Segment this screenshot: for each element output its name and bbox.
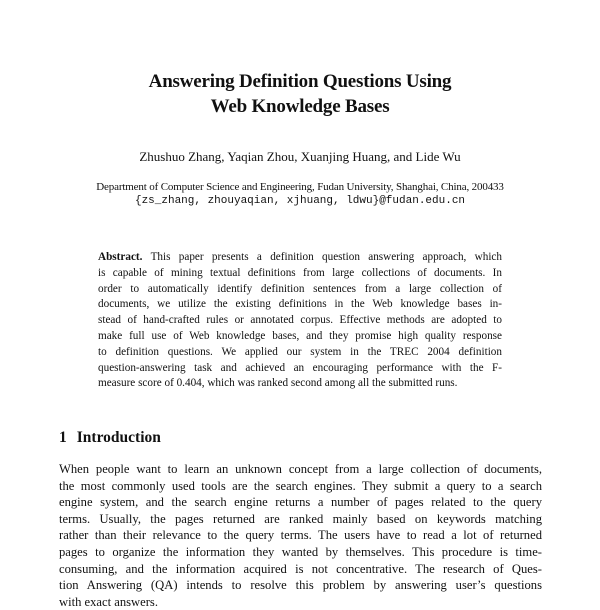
abstract	[98, 250, 502, 392]
affiliation: Department of Computer Science and Engineering, Fudan University, Shanghai, China, 200433	[96, 181, 504, 193]
body-line: rather than their relevance to the query terms. The users have to read a lot of returned	[59, 528, 542, 543]
section-title: Introduction	[76, 429, 161, 446]
body-line: consuming, and the information acquired is not concentrative. The research of Ques-	[59, 561, 542, 576]
body-line: When people want to learn an unknown concept from a large collection of documents,	[59, 462, 542, 476]
abstract-line: measure score of 0.404, which was ranked second among all the submitted runs.	[98, 377, 458, 390]
body-line: terms. Usually, the pages returned are ranked mainly based on keywords matching	[59, 511, 542, 526]
section-number: 1	[59, 429, 67, 446]
section-heading	[59, 428, 161, 448]
abstract-line: stead of hand-crafted rules or annotated corpus. Effective methods are adopted to	[98, 314, 502, 327]
section-body	[59, 461, 542, 610]
paper-title	[0, 69, 600, 119]
body-line: engine system, and the search engine returns a number of pages related to the query	[59, 495, 542, 510]
body-line: tion Answering (QA) intends to resolve this problem by answering user’s questions	[59, 578, 542, 593]
author-emails: {zs_zhang, zhouyaqian, xjhuang, ldwu}@fudan.edu.cn	[134, 195, 466, 207]
abstract-line: documents, we utilize the existing definitions in the Web knowledge bases in-	[98, 298, 502, 311]
abstract-line: order to automatically identify definition sentences from a large collection of	[98, 282, 502, 295]
title-line-2: Web Knowledge Bases	[210, 96, 390, 117]
abstract-label: Abstract.	[98, 251, 143, 263]
abstract-line-text: This paper presents a definition question answering approach, which	[150, 251, 502, 263]
body-line: the most commonly used tools are the search engines. They submit a query to a search	[59, 478, 542, 493]
abstract-line: to definition questions. We applied our system in the TREC 2004 definition	[98, 345, 502, 358]
abstract-line: is capable of mining textual definitions from large collections of documents. In	[98, 266, 502, 279]
title-line-1: Answering Definition Questions Using	[148, 71, 452, 92]
body-line: pages to organize the information they wanted by themselves. This procedure is time-	[59, 544, 542, 559]
author-list: Zhushuo Zhang, Yaqian Zhou, Xuanjing Huang, and Lide Wu	[139, 149, 461, 164]
abstract-line: question-answering task and achieved an encouraging performance with the F-	[98, 361, 502, 374]
body-line: with exact answers.	[59, 594, 158, 609]
abstract-line	[98, 250, 502, 266]
abstract-line: make full use of Web knowledge bases, and they promise high quality response	[98, 329, 502, 342]
